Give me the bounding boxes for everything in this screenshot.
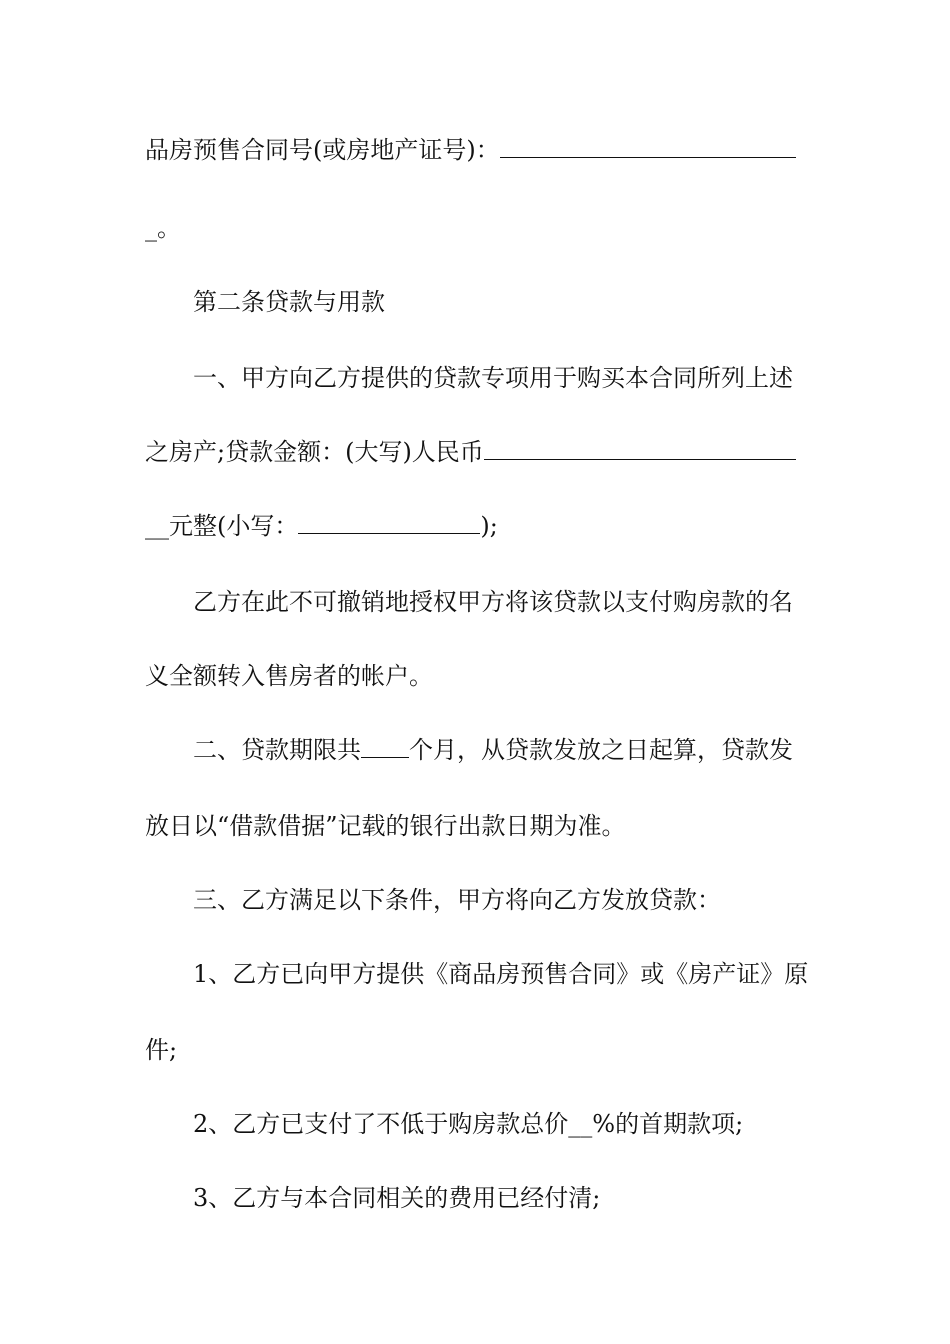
loan-term-blank [361, 735, 409, 758]
clause-one-line-1 [193, 358, 810, 398]
authorization-text-2: 义全额转入售房者的帐户。 [145, 662, 433, 690]
loan-term-label: 二、贷款期限共 [193, 736, 361, 764]
condition-two-text: 2、乙方已支付了不低于购房款总价__%的首期款项; [193, 1110, 744, 1138]
article-two-heading [193, 282, 810, 322]
clause-one-line-2 [145, 432, 810, 472]
condition-three-line [193, 1178, 810, 1218]
clause-two-line-1 [193, 730, 810, 770]
contract-number-label: 品房预售合同号(或房地产证号)： [145, 136, 500, 164]
loan-amount-close: ); [480, 512, 498, 540]
continuation-text: _。 [145, 214, 181, 242]
condition-one-line-2 [145, 1030, 810, 1070]
condition-one-text-2: 件; [145, 1036, 178, 1064]
contract-number-line [145, 130, 810, 170]
condition-one-line-1 [193, 954, 810, 994]
condition-two-line [193, 1104, 810, 1144]
loan-term-text: 个月，从贷款发放之日起算，贷款发 [409, 736, 793, 764]
authorization-line-1 [193, 582, 810, 622]
condition-three-text: 3、乙方与本合同相关的费用已经付清; [193, 1184, 601, 1212]
loan-amount-suffix: __元整(小写： [145, 512, 299, 540]
condition-one-text-1: 1、乙方已向甲方提供《商品房预售合同》或《房产证》原 [193, 960, 809, 988]
clause-two-line-2 [145, 806, 810, 846]
authorization-line-2 [145, 656, 810, 696]
contract-number-blank [500, 135, 796, 158]
clause-three-line [193, 880, 810, 920]
authorization-text-1: 乙方在此不可撤销地授权甲方将该贷款以支付购房款的名 [193, 588, 793, 616]
clause-two-text-2: 放日以“借款借据”记载的银行出款日期为准。 [145, 812, 626, 840]
loan-amount-lowercase-blank [298, 511, 480, 534]
clause-one-text-1: 一、甲方向乙方提供的贷款专项用于购买本合同所列上述 [193, 364, 793, 392]
article-two-title: 第二条贷款与用款 [193, 288, 385, 316]
loan-amount-uppercase-blank [484, 437, 796, 460]
loan-amount-label: 之房产;贷款金额：(大写)人民币 [145, 438, 484, 466]
clause-one-line-3 [145, 506, 810, 546]
contract-number-continuation [145, 208, 810, 248]
clause-three-text: 三、乙方满足以下条件，甲方将向乙方发放贷款： [193, 886, 721, 914]
